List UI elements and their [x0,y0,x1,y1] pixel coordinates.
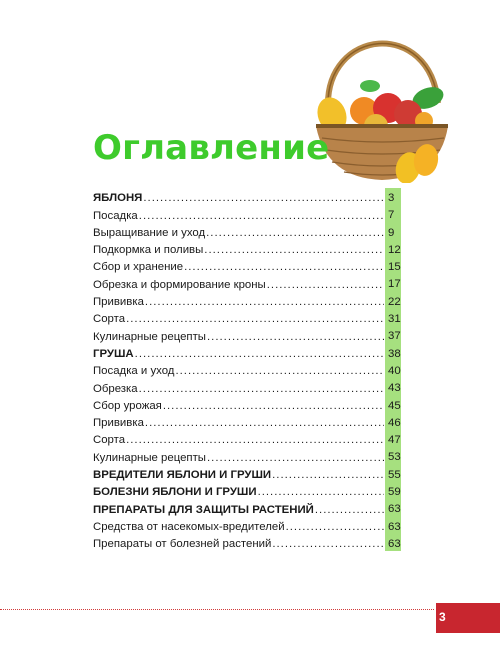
toc-entry[interactable] [93,257,401,274]
toc-entry-title: Сорта [93,434,126,447]
toc-entry-page: 40 [385,361,401,378]
toc-entry-page: 47 [385,430,401,447]
toc-entry-page: 45 [385,396,401,413]
dot-leader [206,226,384,240]
dot-leader [258,485,384,499]
toc-entry-page: 59 [385,482,401,499]
toc-entry[interactable] [93,188,401,205]
dot-leader [207,330,384,344]
toc-entry-title: Посадка и уход [93,365,175,378]
toc-entry[interactable] [93,465,401,482]
dot-leader [143,191,384,205]
toc-entry-page: 43 [385,378,401,395]
dot-leader [204,243,384,257]
toc-entry-title: Препараты от болезней растений [93,538,272,551]
toc-entry-page: 9 [385,223,401,240]
toc-entry-title: ГРУША [93,347,134,360]
toc-entry[interactable] [93,361,401,378]
toc-entry[interactable] [93,309,401,326]
toc-entry[interactable] [93,447,401,464]
toc-entry[interactable] [93,396,401,413]
toc-entry[interactable] [93,326,401,343]
dot-leader [272,537,384,551]
toc-entry-page: 55 [385,465,401,482]
toc-entry[interactable] [93,274,401,291]
toc-entry-title: Подкормка и поливы [93,244,204,257]
toc-entry[interactable] [93,292,401,309]
toc-entry-title: Выращивание и уход [93,226,206,239]
toc-entry-page: 46 [385,413,401,430]
toc-entry-page: 53 [385,447,401,464]
toc-entry-title: Обрезка [93,382,138,395]
toc-entry-page: 15 [385,257,401,274]
toc-entry-page: 3 [385,188,401,205]
toc-entry[interactable] [93,534,401,551]
footer-divider [0,609,434,610]
toc-entry[interactable] [93,223,401,240]
toc-entry-title: Кулинарные рецепты [93,451,206,464]
toc-entry[interactable] [93,413,401,430]
toc-entry-title: ВРЕДИТЕЛИ ЯБЛОНИ И ГРУШИ [93,469,272,482]
toc-entry-title: Прививка [93,417,144,430]
page-title: Оглавление [93,128,330,168]
toc-entry[interactable] [93,482,401,499]
dot-leader [175,364,384,378]
toc-entry-title: Посадка [93,209,138,222]
toc-entry-page: 37 [385,326,401,343]
toc-entry[interactable] [93,344,401,361]
toc-entry[interactable] [93,205,401,222]
dot-leader [139,382,384,396]
dot-leader [207,451,384,465]
toc-entry[interactable] [93,378,401,395]
toc-entry[interactable] [93,517,401,534]
toc-entry-page: 22 [385,292,401,309]
toc-entry-page: 63 [385,499,401,516]
dot-leader [135,347,384,361]
toc-entry-title: Средства от насекомых-вредителей [93,520,285,533]
toc-entry-page: 31 [385,309,401,326]
toc-entry-page: 12 [385,240,401,257]
page-number: 3 [439,610,446,624]
toc-entry-title: ЯБЛОНЯ [93,192,143,205]
toc-entry-title: Кулинарные рецепты [93,330,206,343]
toc-entry-title: Прививка [93,296,144,309]
toc-entry-page: 17 [385,274,401,291]
dot-leader [272,468,384,482]
toc-entry[interactable] [93,499,401,516]
dot-leader [145,295,384,309]
toc-entry[interactable] [93,240,401,257]
dot-leader [267,278,384,292]
toc-entry-title: БОЛЕЗНИ ЯБЛОНИ И ГРУШИ [93,486,257,499]
toc-entry-title: Обрезка и формирование кроны [93,278,266,291]
toc-entry-page: 63 [385,534,401,551]
toc-entry-title: ПРЕПАРАТЫ ДЛЯ ЗАЩИТЫ РАСТЕНИЙ [93,503,314,516]
dot-leader [145,416,384,430]
dot-leader [126,312,384,326]
toc-entry-title: Сбор урожая [93,399,162,412]
dot-leader [126,433,384,447]
toc-entry[interactable] [93,430,401,447]
toc-entry-page: 38 [385,344,401,361]
dot-leader [139,209,384,223]
dot-leader [184,260,384,274]
dot-leader [286,520,384,534]
toc-entry-title: Сорта [93,313,126,326]
toc-entry-page: 7 [385,205,401,222]
dot-leader [315,503,384,517]
table-of-contents [93,188,401,551]
toc-entry-title: Сбор и хранение [93,261,184,274]
dot-leader [163,399,384,413]
toc-entry-page: 63 [385,517,401,534]
